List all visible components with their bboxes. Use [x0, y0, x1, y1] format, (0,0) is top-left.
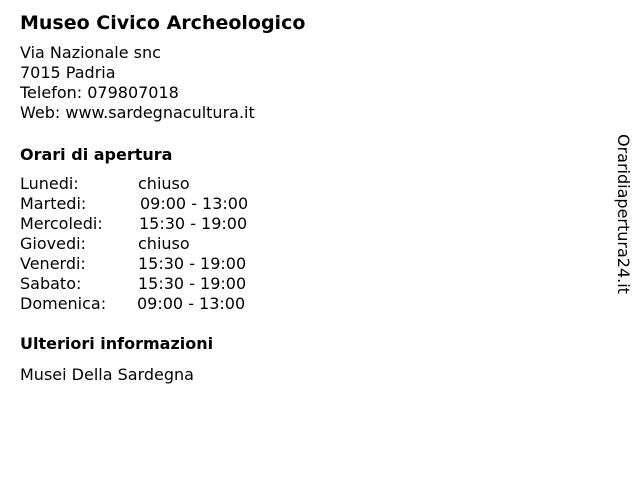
hours-time: 09:00 - 13:00 — [137, 294, 246, 313]
page-title: Museo Civico Archeologico — [20, 12, 306, 34]
address-block — [20, 43, 255, 123]
hours-time: 15:30 - 19:00 — [138, 274, 247, 293]
hours-day: Martedi: — [20, 194, 87, 213]
hours-time: chiuso — [138, 174, 190, 193]
hours-time: chiuso — [138, 234, 190, 253]
hours-time: 15:30 - 19:00 — [138, 254, 247, 273]
hours-day: Lunedi: — [20, 174, 79, 193]
hours-day: Sabato: — [20, 274, 82, 293]
hours-time: 15:30 - 19:00 — [139, 214, 248, 233]
hours-day: Venerdi: — [20, 254, 86, 273]
address-street: Via Nazionale snc — [20, 43, 161, 62]
info-heading: Ulteriori informazioni — [20, 334, 214, 353]
info-text: Musei Della Sardegna — [20, 365, 194, 384]
hours-day: Domenica: — [20, 294, 107, 313]
site-watermark-label: Oraridiapertura24.it — [614, 134, 633, 294]
address-city: 7015 Padria — [20, 63, 116, 82]
hours-time: 09:00 - 13:00 — [140, 194, 249, 213]
hours-day: Mercoledi: — [20, 214, 103, 233]
hours-day: Giovedi: — [20, 234, 86, 253]
hours-heading: Orari di apertura — [20, 145, 173, 164]
address-web: Web: www.sardegnacultura.it — [20, 103, 255, 122]
address-phone: Telefon: 079807018 — [20, 83, 179, 102]
